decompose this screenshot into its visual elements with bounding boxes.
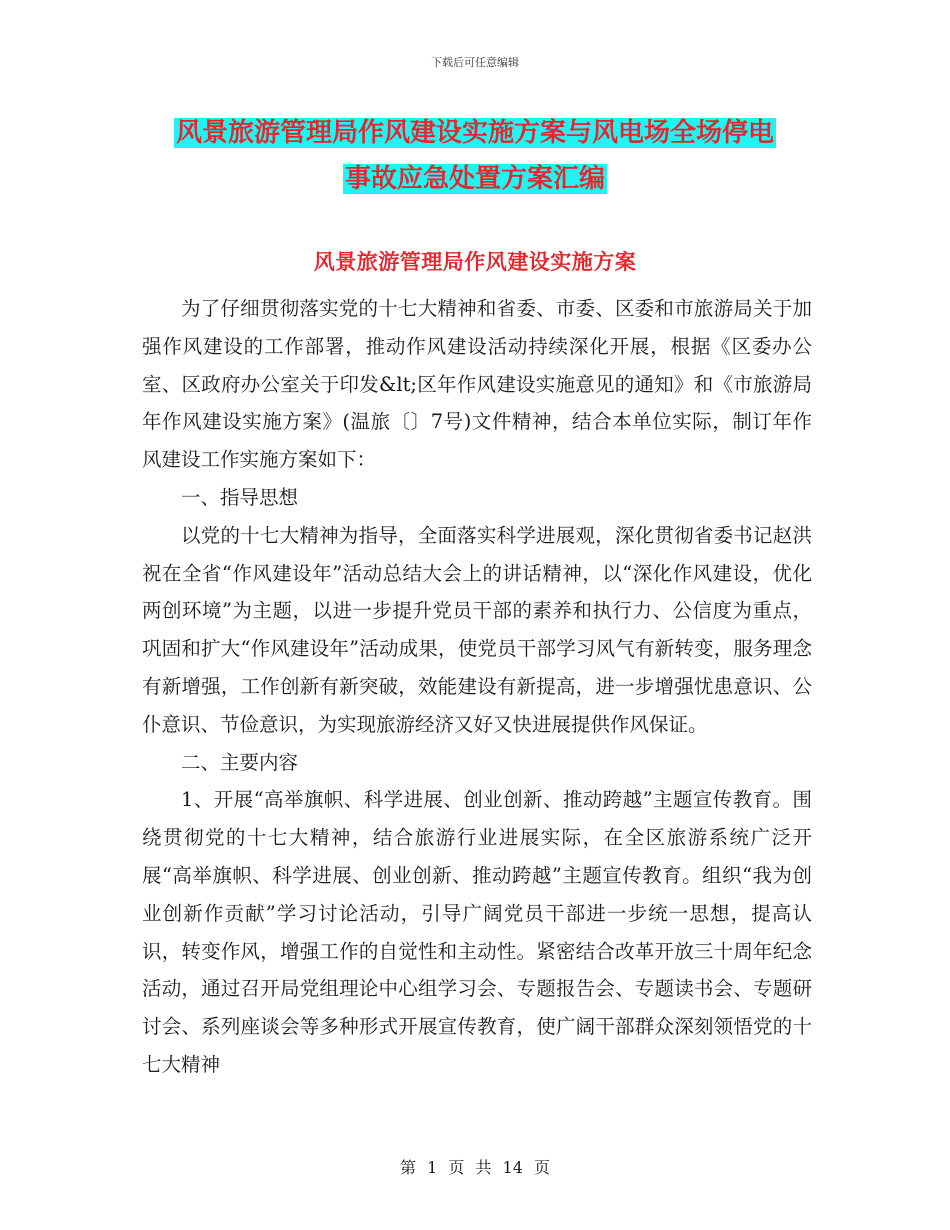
paragraph-intro: 为了仔细贯彻落实党的十七大精神和省委、市委、区委和市旅游局关于加强作风建设的工作部署，推动作风建设活动持续深化开展，根据《区委办公室、区政府办公室关于印发&lt;区年作风建设实施意见的通知》和《市旅游局年作风建设实施方案》(温旅〔〕7号)文件精神，结合本单位实际，制订年作风建设工作实施方案如下： xyxy=(142,297,812,472)
heading-main-content: 二、主要内容 xyxy=(181,750,299,774)
title-line-2: 事故应急处置方案汇编 xyxy=(344,164,605,194)
header-note: 下载后可任意编辑 xyxy=(431,56,519,69)
document-body xyxy=(142,290,812,1084)
paragraph-main-content-1: 1、开展“高举旗帜、科学进展、创业创新、推动跨越”主题宣传教育。围绕贯彻党的十七大精神，结合旅游行业进展实际，在全区旅游系统广泛开展“高举旗帜、科学进展、创业创新、推动跨越”主题宣传教育。组织“我为创业创新作贡献”学习讨论活动，引导广阔党员干部进一步统一思想，提高认识，转变作风，增强工作的自觉性和主动性。紧密结合改革开放三十周年纪念活动，通过召开局党组理论中心组学习会、专题报告会、专题读书会、专题研讨会、系列座谈会等多种形式开展宣传教育，使广阔干部群众深刻领悟党的十七大精神 xyxy=(142,788,812,1076)
document-title xyxy=(0,110,950,202)
section-title: 风景旅游管理局作风建设实施方案 xyxy=(313,250,637,274)
page-number: 第 1 页 共 14 页 xyxy=(400,1158,550,1177)
heading-guiding-thought: 一、指导思想 xyxy=(181,485,299,509)
title-line-1: 风景旅游管理局作风建设实施方案与风电场全场停电 xyxy=(175,118,774,148)
paragraph-guiding-thought: 以党的十七大精神为指导，全面落实科学进展观，深化贯彻省委书记赵洪祝在全省“作风建设年”活动总结大会上的讲话精神，以“深化作风建设，优化两创环境”为主题，以进一步提升党员干部的素养和执行力、公信度为重点，巩固和扩大“作风建设年”活动成果，使党员干部学习风气有新转变，服务理念有新增强，工作创新有新突破，效能建设有新提高，进一步增强忧患意识、公仆意识、节俭意识，为实现旅游经济又好又快进展提供作风保证。 xyxy=(142,523,812,736)
